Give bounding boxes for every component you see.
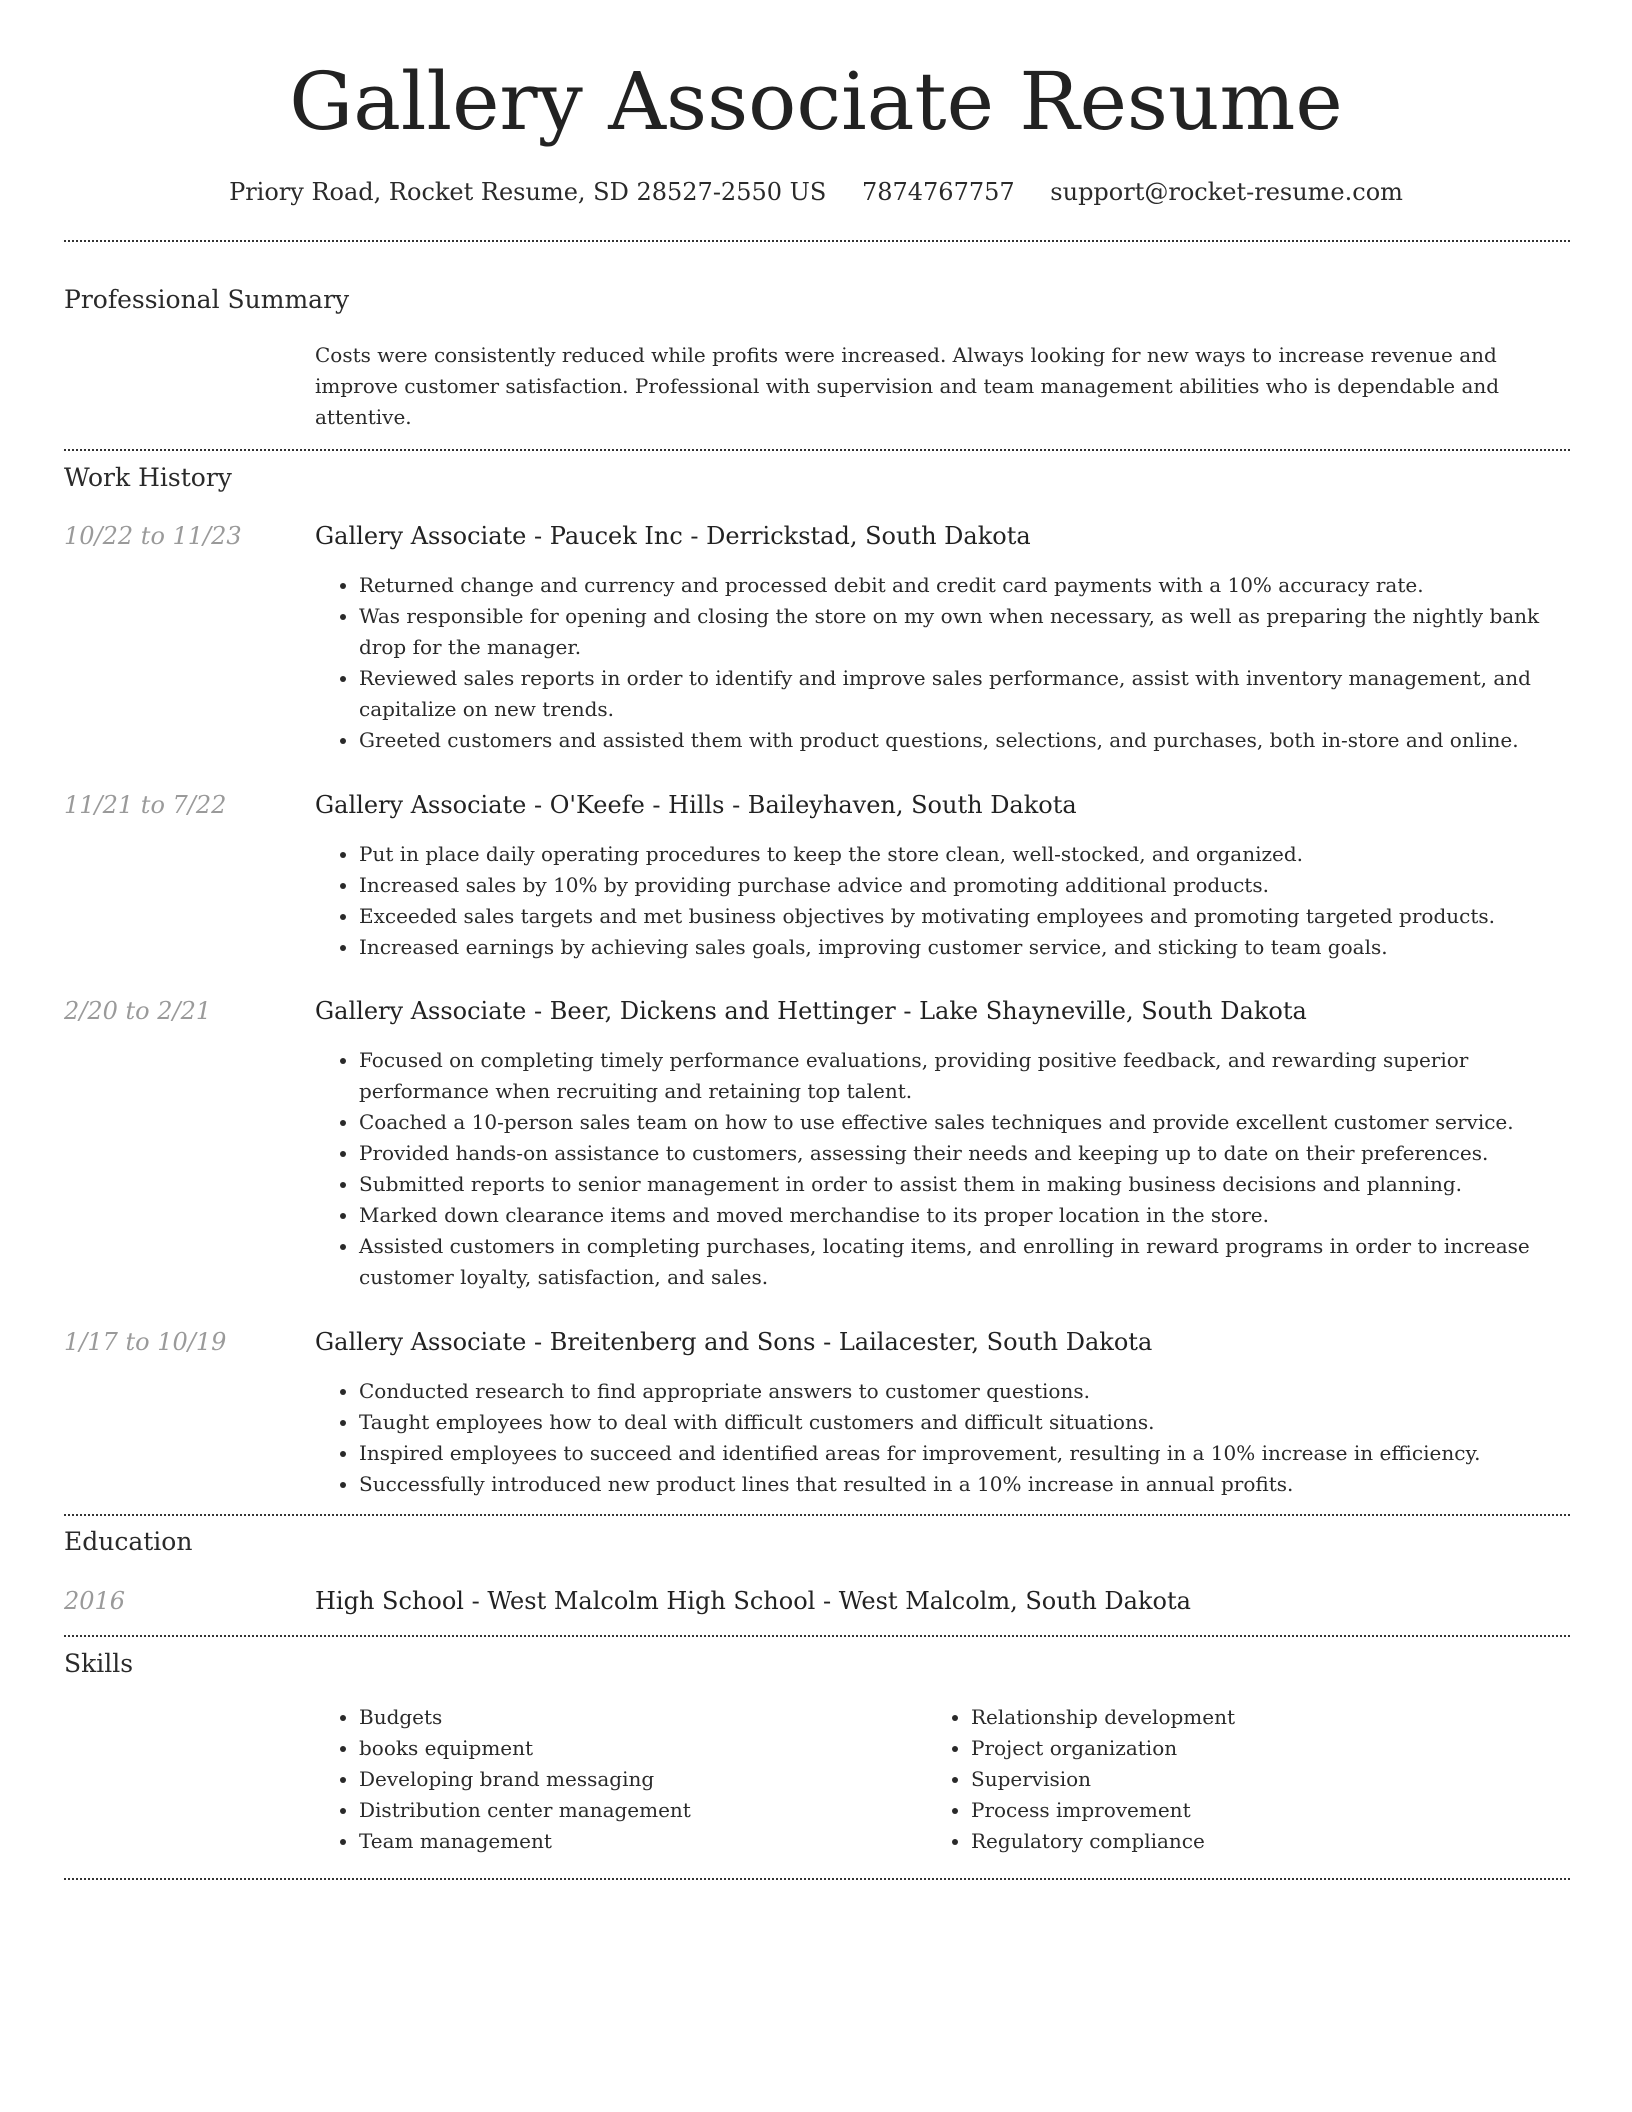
contact-email: support@rocket-resume.com bbox=[1050, 178, 1403, 206]
list-item: • Increased sales by 10% by providing purchase advice and promoting additional products. bbox=[359, 870, 1589, 901]
list-item: • Put in place daily operating procedures to keep the store clean, well-stocked, and organized. bbox=[359, 839, 1589, 870]
list-item: • Focused on completing timely performance evaluations, providing positive feedback, and rewarding superior performance when recruiting and retaining top talent. bbox=[359, 1045, 1589, 1107]
divider bbox=[64, 1635, 1570, 1637]
skills-list-right bbox=[927, 1702, 1531, 1857]
list-item: • Exceeded sales targets and met business objectives by motivating employees and promoting targeted products. bbox=[359, 901, 1589, 932]
divider bbox=[64, 1878, 1570, 1880]
education-year: 2016 bbox=[64, 1587, 126, 1615]
section-title-skills: Skills bbox=[64, 1649, 134, 1678]
skill-item: • Process improvement bbox=[971, 1795, 1531, 1826]
list-item: • Coached a 10-person sales team on how to use effective sales techniques and provide excellent customer service. bbox=[359, 1107, 1589, 1138]
divider bbox=[64, 449, 1570, 451]
list-item: • Conducted research to find appropriate answers to customer questions. bbox=[359, 1376, 1589, 1407]
job-dates: 11/21 to 7/22 bbox=[64, 791, 227, 819]
job-title: Gallery Associate - Beer, Dickens and Hettinger - Lake Shayneville, South Dakota bbox=[315, 997, 1307, 1025]
job-bullets bbox=[315, 1376, 1589, 1500]
list-item: • Taught employees how to deal with difficult customers and difficult situations. bbox=[359, 1407, 1589, 1438]
divider bbox=[64, 240, 1570, 242]
job-bullets bbox=[315, 570, 1589, 756]
skill-item: • Supervision bbox=[971, 1764, 1531, 1795]
list-item: • Marked down clearance items and moved merchandise to its proper location in the store. bbox=[359, 1200, 1589, 1231]
skill-item: • Budgets bbox=[359, 1702, 919, 1733]
list-item: • Inspired employees to succeed and identified areas for improvement, resulting in a 10% increase in efficiency. bbox=[359, 1438, 1589, 1469]
job-bullets bbox=[315, 839, 1589, 963]
list-item: • Returned change and currency and processed debit and credit card payments with a 10% accuracy rate. bbox=[359, 570, 1589, 601]
education-entry: High School - West Malcolm High School - West Malcolm, South Dakota bbox=[315, 1587, 1191, 1615]
list-item: • Successfully introduced new product lines that resulted in a 10% increase in annual profits. bbox=[359, 1469, 1589, 1500]
skill-item: • Distribution center management bbox=[359, 1795, 919, 1826]
list-item: • Provided hands-on assistance to customers, assessing their needs and keeping up to date on their preferences. bbox=[359, 1138, 1589, 1169]
contact-phone: 7874767757 bbox=[861, 178, 1015, 206]
contact-line bbox=[0, 176, 1632, 208]
skill-item: • Relationship development bbox=[971, 1702, 1531, 1733]
resume-header bbox=[0, 0, 1632, 208]
job-dates: 1/17 to 10/19 bbox=[64, 1328, 227, 1356]
list-item: • Was responsible for opening and closing the store on my own when necessary, as well as preparing the nightly bank drop for the manager. bbox=[359, 601, 1589, 663]
list-item: • Greeted customers and assisted them with product questions, selections, and purchases, both in-store and online. bbox=[359, 725, 1589, 756]
job-title: Gallery Associate - O'Keefe - Hills - Baileyhaven, South Dakota bbox=[315, 791, 1077, 819]
list-item: • Reviewed sales reports in order to identify and improve sales performance, assist with inventory management, and capitalize on new trends. bbox=[359, 663, 1589, 725]
resume-title: Gallery Associate Resume bbox=[289, 55, 1343, 148]
list-item: • Submitted reports to senior management in order to assist them in making business decisions and planning. bbox=[359, 1169, 1589, 1200]
skill-item: • Developing brand messaging bbox=[359, 1764, 919, 1795]
section-title-education: Education bbox=[64, 1527, 193, 1556]
job-bullets bbox=[315, 1045, 1589, 1293]
section-title-summary: Professional Summary bbox=[64, 285, 350, 314]
contact-address: Priory Road, Rocket Resume, SD 28527-2550 US bbox=[229, 178, 827, 206]
skill-item: • books equipment bbox=[359, 1733, 919, 1764]
skills-list-left bbox=[315, 1702, 919, 1857]
summary-text: Costs were consistently reduced while profits were increased. Always looking for new ways to increase revenue and improve customer satisfaction. Professional with supervision and team management abilities who is dependable and attentive. bbox=[315, 343, 1500, 429]
skill-item: • Regulatory compliance bbox=[971, 1826, 1531, 1857]
list-item: • Increased earnings by achieving sales goals, improving customer service, and sticking to team goals. bbox=[359, 932, 1589, 963]
job-dates: 10/22 to 11/23 bbox=[64, 522, 242, 550]
section-title-work-history: Work History bbox=[64, 463, 232, 492]
skill-item: • Team management bbox=[359, 1826, 919, 1857]
job-title: Gallery Associate - Paucek Inc - Derrickstad, South Dakota bbox=[315, 522, 1031, 550]
divider bbox=[64, 1514, 1570, 1516]
list-item: • Assisted customers in completing purchases, locating items, and enrolling in reward programs in order to increase customer loyalty, satisfaction, and sales. bbox=[359, 1231, 1589, 1293]
skill-item: • Project organization bbox=[971, 1733, 1531, 1764]
job-title: Gallery Associate - Breitenberg and Sons - Lailacester, South Dakota bbox=[315, 1328, 1153, 1356]
job-dates: 2/20 to 2/21 bbox=[64, 997, 212, 1025]
